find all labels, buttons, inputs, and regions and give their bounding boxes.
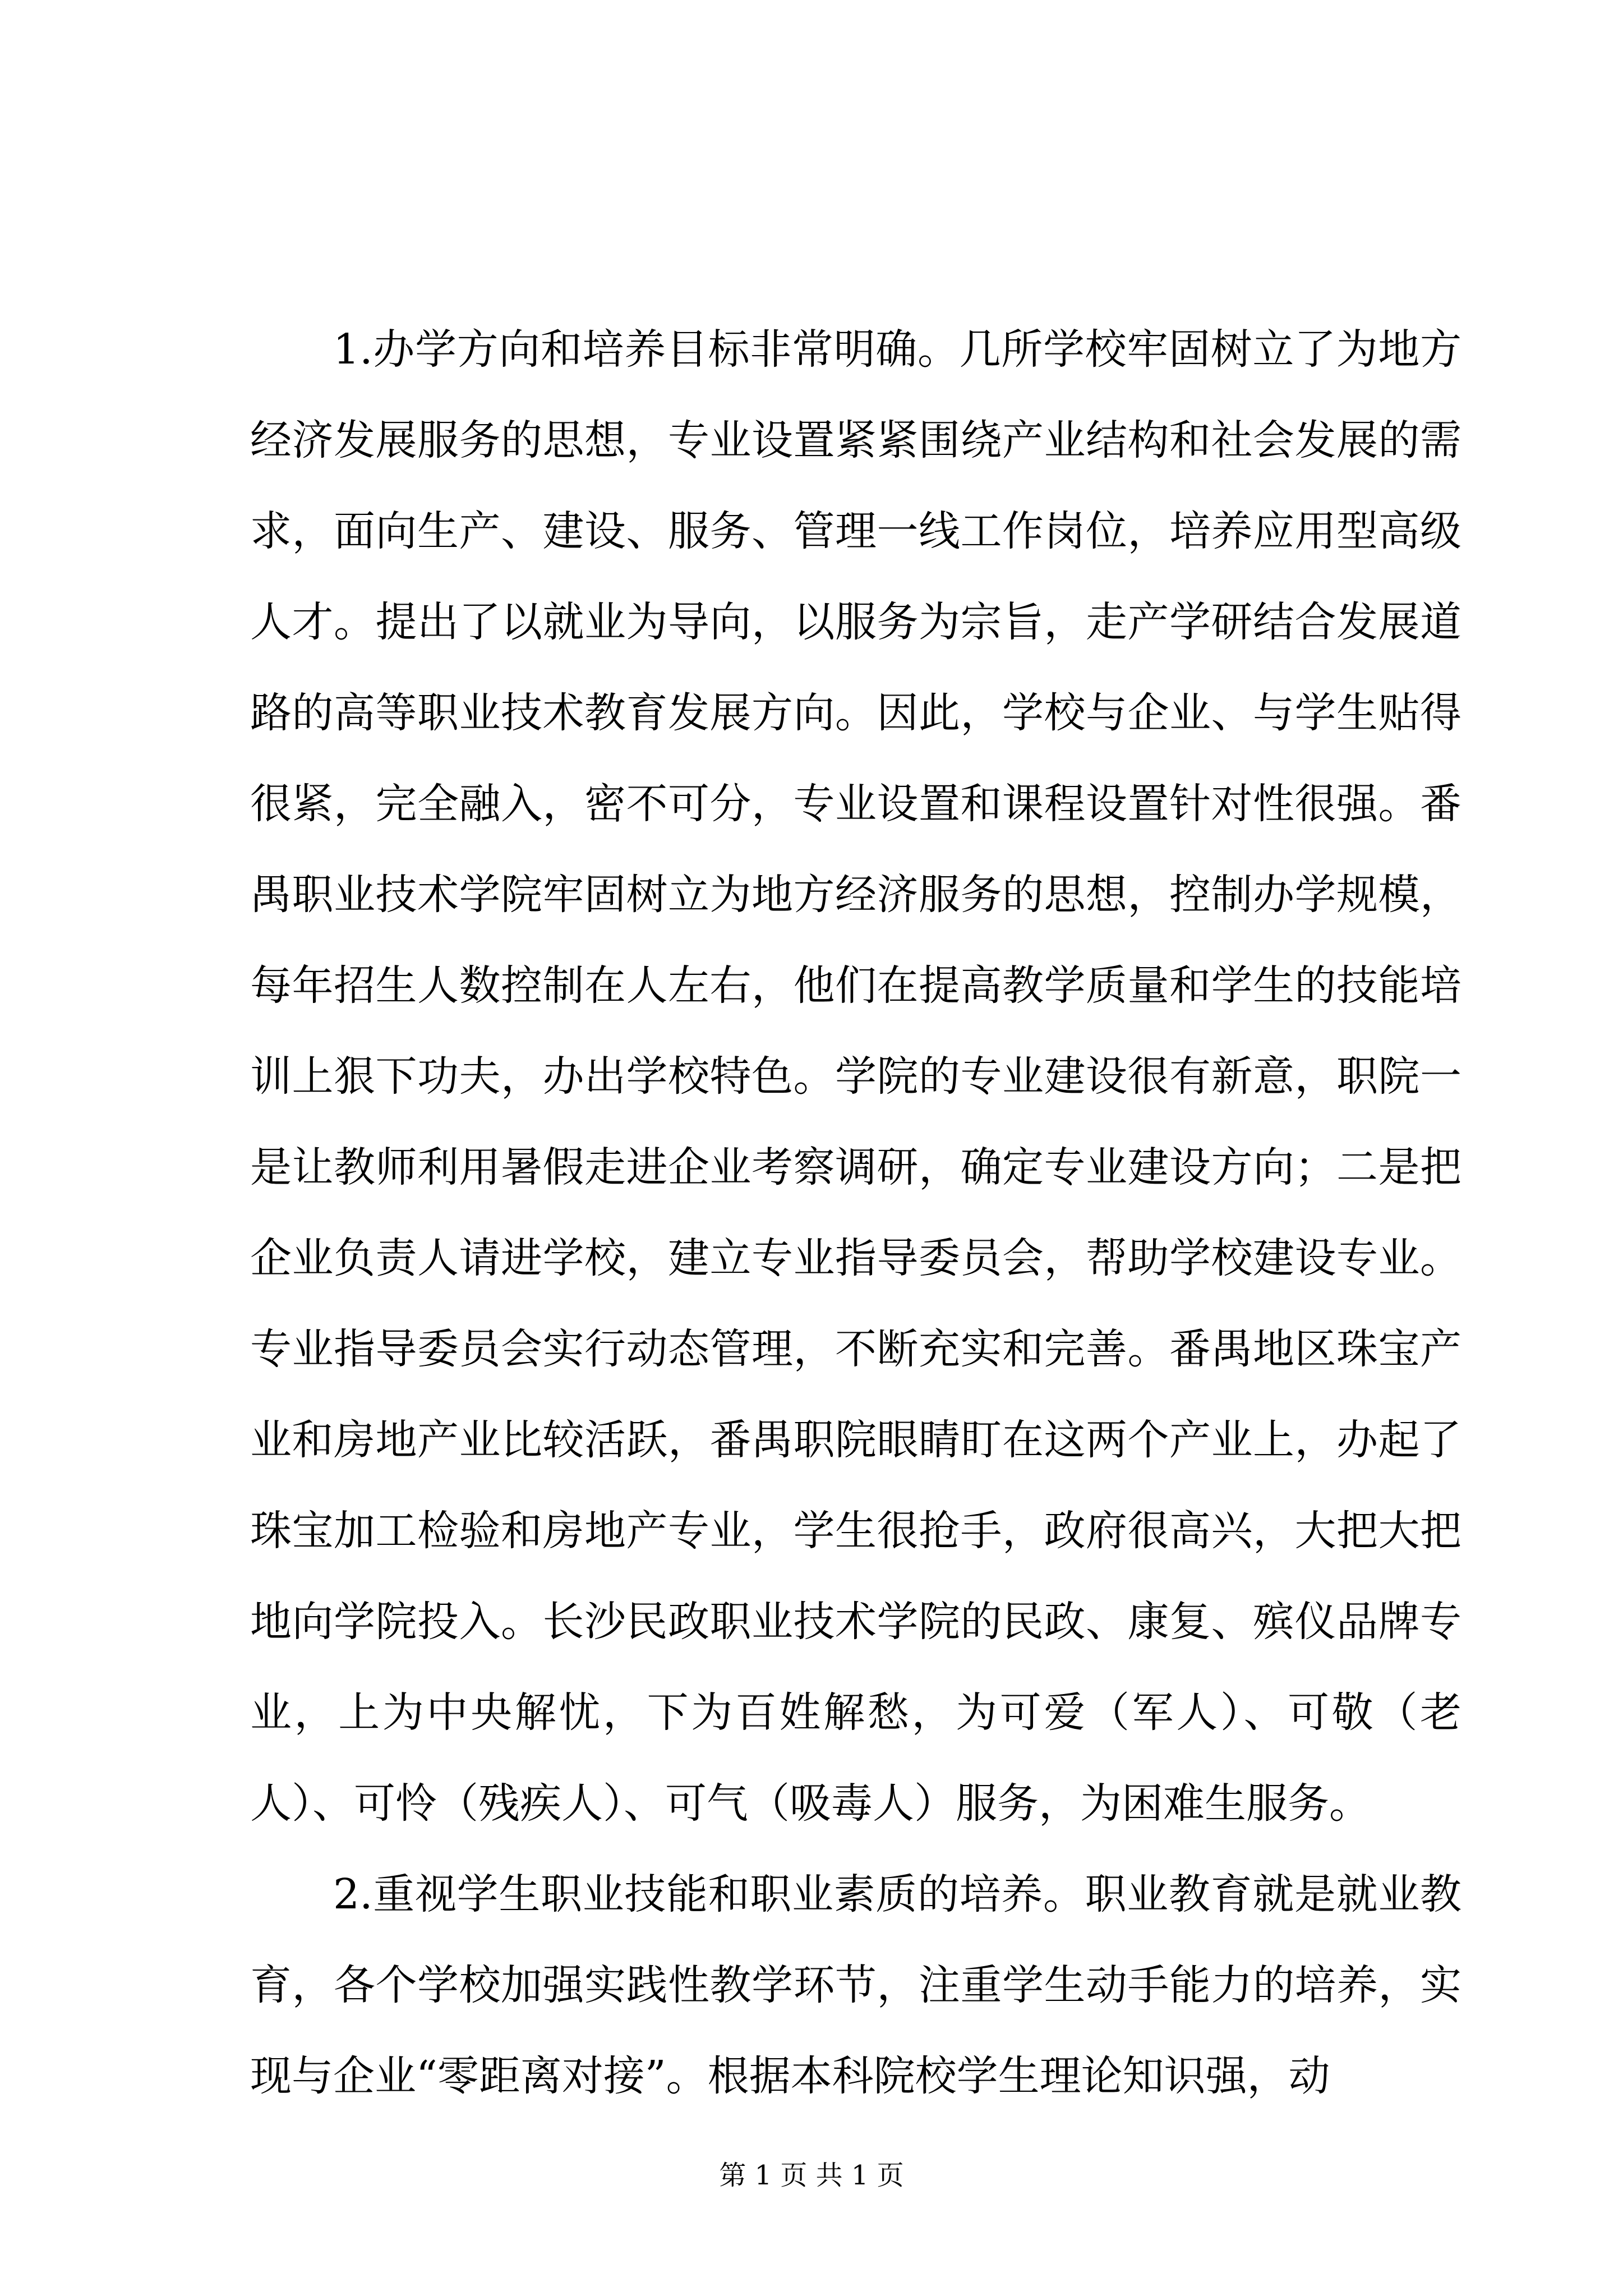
paragraph-2: 2.重视学生职业技能和职业素质的培养。职业教育就是就业教育，各个学校加强实践性教学环节，注重学生动手能力的培养，实现与企业“零距离对接”。根据本科院校学生理论知识强，动 [250,1870,1461,2100]
document-body [250,304,1461,2122]
paragraph-1: 1.办学方向和培养目标非常明确。几所学校牢固树立了为地方经济发展服务的思想，专业设置紧紧围绕产业结构和社会发展的需求，面向生产、建设、服务、管理一线工作岗位，培养应用型高级人才。提出了以就业为导向，以服务为宗旨，走产学研结合发展道路的高等职业技术教育发展方向。因此，学校与企业、与学生贴得很紧，完全融入，密不可分，专业设置和课程设置针对性很强。番禺职业技术学院牢固树立为地方经济服务的思想，控制办学规模，每年招生人数控制在人左右，他们在提高教学质量和学生的技能培训上狠下功夫，办出学校特色。学院的专业建设很有新意，职院一是让教师利用暑假走进企业考察调研，确定专业建设方向；二是把企业负责人请进学校，建立专业指导委员会，帮助学校建设专业。专业指导委员会实行动态管理，不断充实和完善。番禺地区珠宝产业和房地产业比较活跃，番禺职院眼睛盯在这两个产业上，办起了珠宝加工检验和房地产专业，学生很抢手，政府很高兴，大把大把地向学院投入。长沙民政职业技术学院的民政、康复、殡仪品牌专业，上为中央解忧，下为百姓解愁，为可爱（军人）、可敬（老人）、可怜（残疾人）、可气（吸毒人）服务，为困难生服务。 [250,325,1461,1828]
page-footer: 第 1 页 共 1 页 [719,2160,904,2191]
